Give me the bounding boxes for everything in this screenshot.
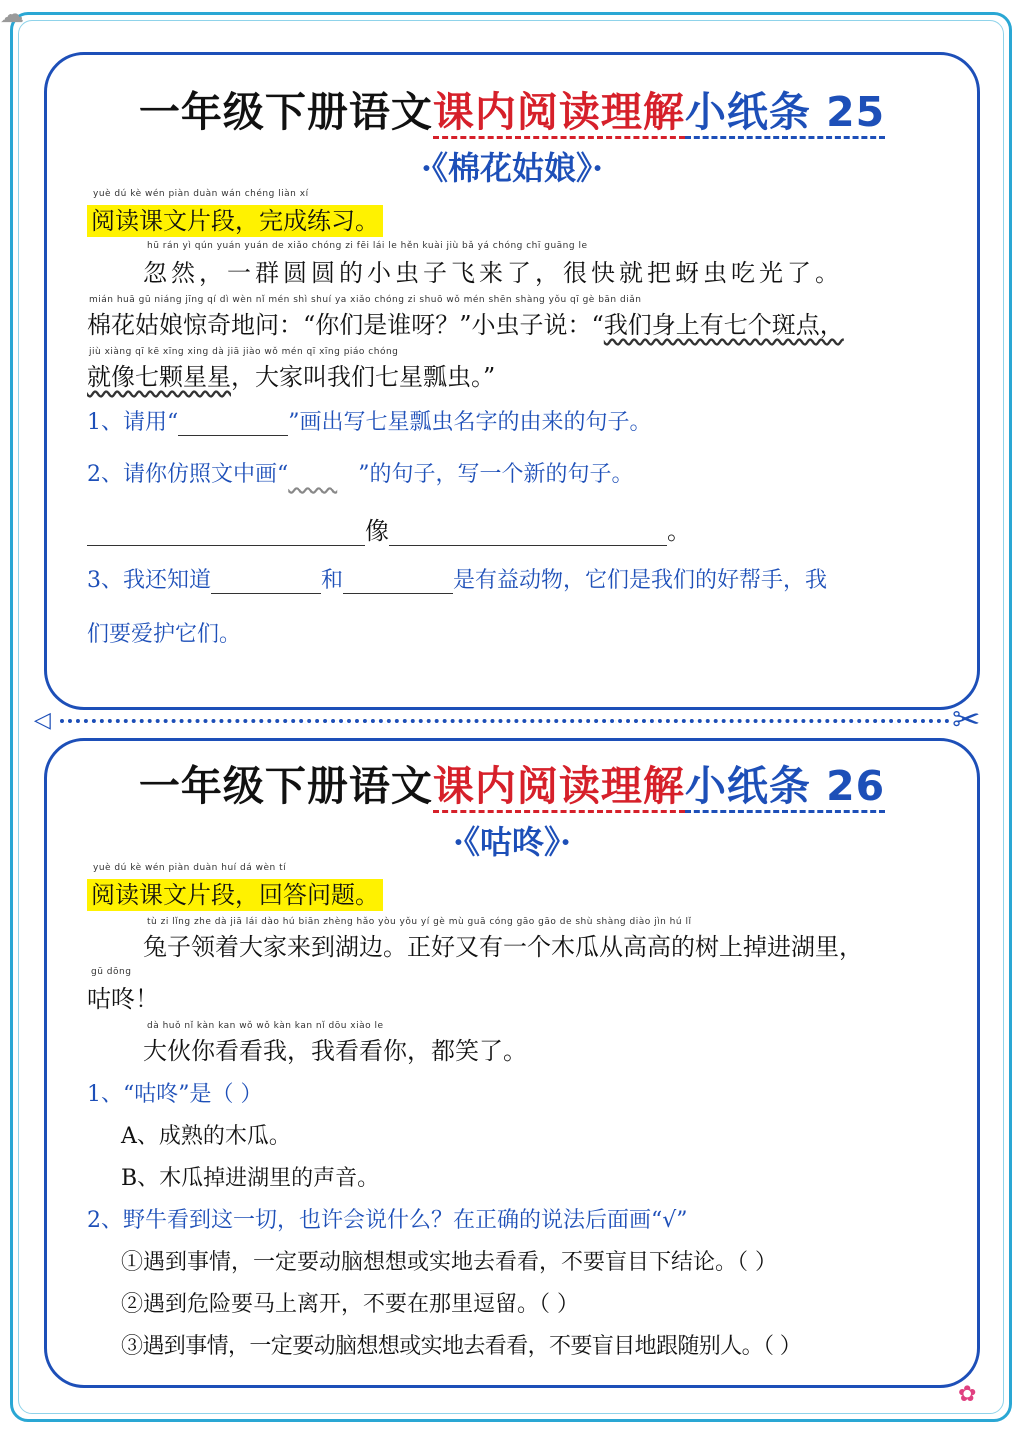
passage-line: 大伙你看看我，我看看你，都笑了。 (143, 1037, 527, 1065)
wavy-line-sample (288, 462, 358, 487)
instruction: 阅读课文片段，回答问题。 (87, 875, 383, 910)
question-3: 3、我还知道 和 是有益动物，它们是我们的好帮手，我 (87, 568, 828, 593)
pinyin-line: yuè dú kè wén piàn duàn wán chéng liàn xí (93, 189, 309, 199)
passage-line: 忽然，一群圆圆的小虫子飞来了，很快就把蚜虫吃光了。 (143, 259, 843, 287)
reading-card-26 (44, 738, 980, 1388)
question-1: 1、请用“ ”画出写七星瓢虫名字的由来的句子。 (87, 410, 652, 435)
instruction: 阅读课文片段，完成练习。 (87, 201, 383, 236)
option-a[interactable]: A、成熟的木瓜。 (121, 1124, 291, 1149)
answer-blank[interactable] (389, 517, 667, 546)
question-1: 1、“咕咚”是（ ） (87, 1082, 263, 1107)
reading-card-25 (44, 52, 980, 710)
title-suffix: 小纸条 25 (685, 88, 885, 139)
pinyin-line: hū rán yì qún yuán yuán de xiǎo chóng zi fēi lái le hěn kuài jiù bǎ yá chóng chī guāng le (147, 241, 588, 251)
pinyin-line: jiù xiàng qī kē xīng xing dà jiā jiào wǒ mén qī xīng piáo chóng (89, 347, 399, 357)
card-title: 一年级下册语文课内阅读理解小纸条 25 (47, 79, 977, 138)
statement-2[interactable]: ②遇到危险要马上离开，不要在那里逗留。（ ） (121, 1292, 579, 1317)
lesson-subtitle: ·《棉花姑娘》· (420, 149, 604, 187)
scissors-icon: ✂ (952, 700, 981, 740)
passage-line: 棉花姑娘惊奇地问：“你们是谁呀？”小虫子说：“我们身上有七个斑点， (87, 311, 844, 339)
pinyin-line: gū dōng (91, 967, 132, 977)
question-2: 2、野牛看到这一切，也许会说什么？在正确的说法后面画“√” (87, 1208, 688, 1233)
answer-blank[interactable] (343, 568, 453, 594)
option-b[interactable]: B、木瓜掉进湖里的声音。 (121, 1166, 380, 1191)
statement-1[interactable]: ①遇到事情，一定要动脑想想或实地去看看，不要盲目下结论。（ ） (121, 1250, 777, 1275)
passage-line: 就像七颗星星，大家叫我们七星瓢虫。” (87, 363, 496, 391)
answer-blank[interactable] (87, 517, 365, 546)
answer-blank[interactable] (178, 410, 288, 436)
card-title: 一年级下册语文课内阅读理解小纸条 26 (47, 753, 977, 812)
answer-line: 像 。 (87, 511, 691, 546)
title-suffix: 小纸条 26 (685, 762, 885, 813)
pinyin-line: dà huǒ nǐ kàn kan wǒ wǒ kàn kan nǐ dōu xiào le (147, 1021, 384, 1031)
question-3-cont: 们要爱护它们。 (87, 622, 242, 647)
cut-line (60, 719, 950, 723)
question-2: 2、请你仿照文中画“ ”的句子，写一个新的句子。 (87, 462, 634, 487)
lesson-subtitle: ·《咕咚》· (452, 823, 572, 861)
flower-icon: ✿ (958, 1382, 977, 1407)
cloud-icon: ☁ (0, 0, 24, 28)
pinyin-line: mián huā gū niáng jīng qí dì wèn nǐ mén shì shuí ya xiǎo chóng zi shuō wǒ mén shēn shàng yǒu qī gè bān diǎn (89, 295, 642, 305)
pinyin-line: tù zi lǐng zhe dà jiā lái dào hú biān zhèng hǎo yòu yǒu yí gè mù guā cóng gāo gāo de shù shàng diào jìn hú lǐ (147, 917, 692, 927)
passage-line: 兔子领着大家来到湖边。正好又有一个木瓜从高高的树上掉进湖里， (143, 933, 863, 961)
answer-blank[interactable] (211, 568, 321, 594)
arrow-left-icon: ◁ (34, 708, 51, 733)
passage-line: 咕咚！ (87, 985, 159, 1013)
pinyin-line: yuè dú kè wén piàn duàn huí dá wèn tí (93, 863, 287, 873)
statement-3[interactable]: ③遇到事情，一定要动脑想想或实地去看看，不要盲目地跟随别人。（ ） (121, 1334, 802, 1359)
